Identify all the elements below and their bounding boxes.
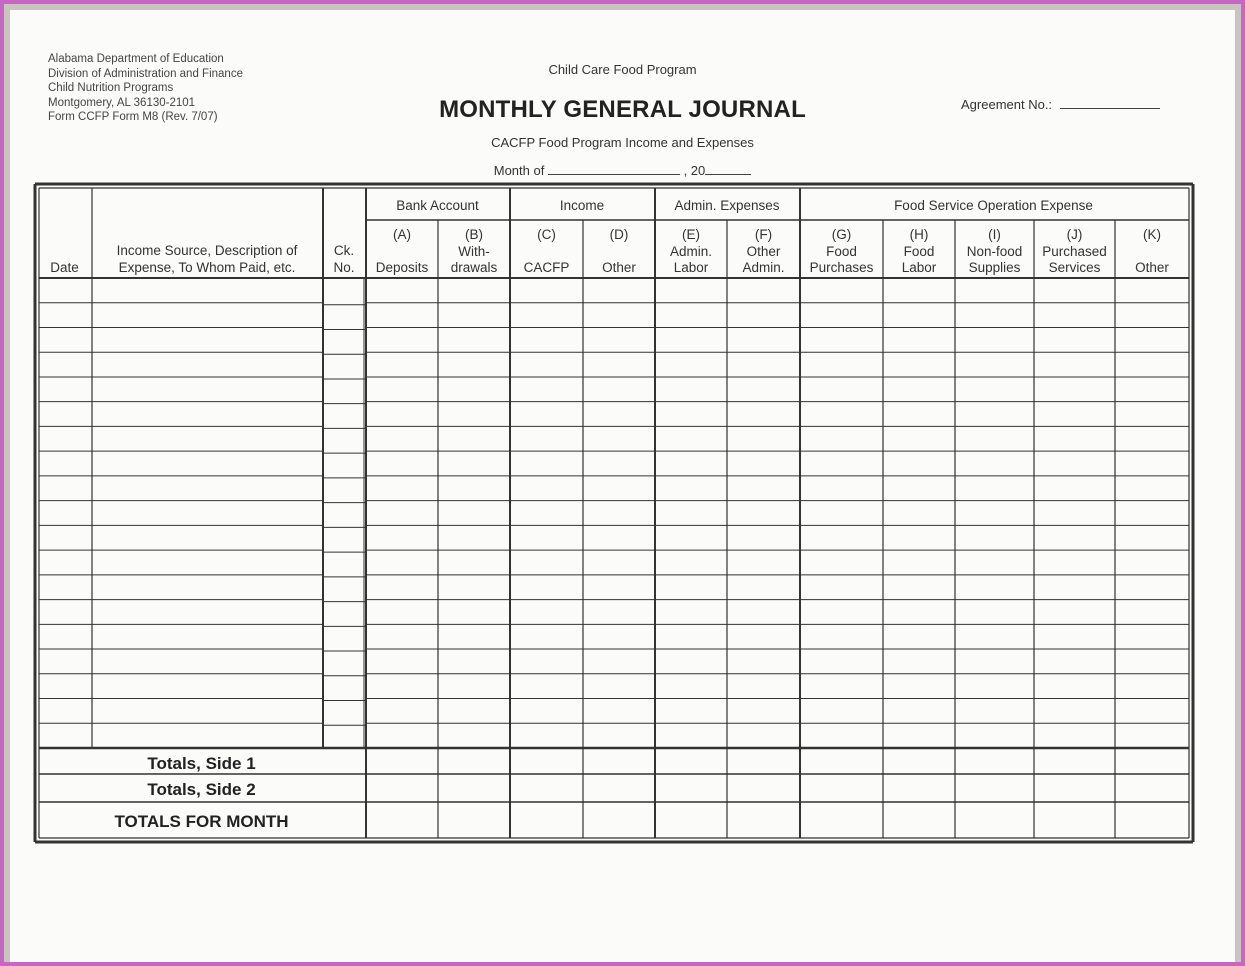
column-header (366, 227, 438, 277)
group-income: Income (559, 198, 605, 213)
column-header-line: Food (903, 243, 935, 259)
column-header (1034, 227, 1115, 277)
column-header (438, 227, 510, 277)
column-header-line: (I) (988, 227, 1001, 242)
date-header: Date (50, 260, 79, 275)
column-header-line: (C) (537, 227, 556, 242)
column-header-line: (G) (831, 227, 852, 242)
program-name: Child Care Food Program (548, 62, 697, 77)
column-header-line: (B) (465, 227, 483, 242)
totals-side-1-label: Totals, Side 1 (147, 754, 256, 773)
totals-side-2-label: Totals, Side 2 (147, 780, 256, 799)
column-header-line: With- (458, 243, 490, 259)
column-header-line: Admin. (742, 260, 785, 275)
column-header-line: CACFP (523, 260, 570, 275)
journal-form (10, 10, 1235, 962)
column-header-line (510, 244, 583, 261)
group-food-service: Food Service Operation Expense (894, 198, 1093, 213)
column-header-line: (J) (1066, 227, 1083, 242)
column-header (583, 227, 655, 277)
column-header-line: (F) (754, 227, 773, 242)
form-subtitle: CACFP Food Program Income and Expenses (491, 135, 754, 150)
column-header (655, 227, 727, 277)
check-header-line: No. (333, 259, 355, 275)
agreement-label: Agreement No.: (961, 97, 1053, 112)
check-header-line: Ck. (333, 243, 355, 258)
column-header-line: Deposits (375, 260, 429, 275)
column-header-line: Non-food (966, 243, 1023, 259)
column-header (727, 227, 800, 277)
totals-for-month-label: TOTALS FOR MONTH (114, 812, 289, 831)
column-header-line: Labor (901, 260, 937, 275)
description-header-line: Income Source, Description of (116, 243, 298, 258)
column-header-line: Purchases (809, 260, 874, 275)
column-header-line: Purchased (1042, 243, 1107, 259)
column-header (800, 227, 883, 277)
column-header-line: drawals (450, 260, 498, 275)
group-admin-expenses: Admin. Expenses (674, 198, 780, 213)
check-number-header (323, 243, 365, 276)
column-header-line: (K) (1143, 227, 1161, 242)
month-label: Month of (493, 163, 545, 178)
column-header-line: Supplies (968, 260, 1021, 275)
agency-line: Child Nutrition Programs (48, 82, 174, 94)
agency-line: Division of Administration and Finance (48, 67, 243, 80)
column-header (510, 227, 583, 277)
column-header-line (1115, 244, 1189, 261)
column-header-line (366, 244, 438, 261)
column-header-line: Admin. (669, 243, 713, 259)
column-header-line: (D) (609, 227, 629, 242)
agency-line: Alabama Department of Education (48, 53, 224, 65)
year-label: , 20 (683, 163, 706, 178)
agency-line: Montgomery, AL 36130-2101 (48, 96, 196, 109)
column-header (1115, 227, 1189, 277)
column-header-line: Food (826, 243, 857, 259)
column-header-line: Other (602, 260, 636, 275)
column-header-line (583, 244, 655, 261)
description-header-line: Expense, To Whom Paid, etc. (118, 259, 296, 275)
column-header-line: Labor (673, 260, 709, 275)
group-bank-account: Bank Account (396, 198, 479, 213)
form-number: Form CCFP Form M8 (Rev. 7/07) (48, 111, 218, 123)
description-header (92, 243, 322, 276)
column-header (955, 227, 1034, 277)
column-header-line: Services (1048, 260, 1101, 275)
page-title: MONTHLY GENERAL JOURNAL (439, 96, 806, 123)
column-header (883, 227, 955, 277)
column-header-line: Other (746, 243, 781, 259)
column-header-line: (E) (682, 227, 700, 242)
column-header-line: (H) (909, 227, 929, 242)
column-header-line: (A) (393, 227, 411, 242)
column-header-line: Other (1135, 260, 1169, 275)
